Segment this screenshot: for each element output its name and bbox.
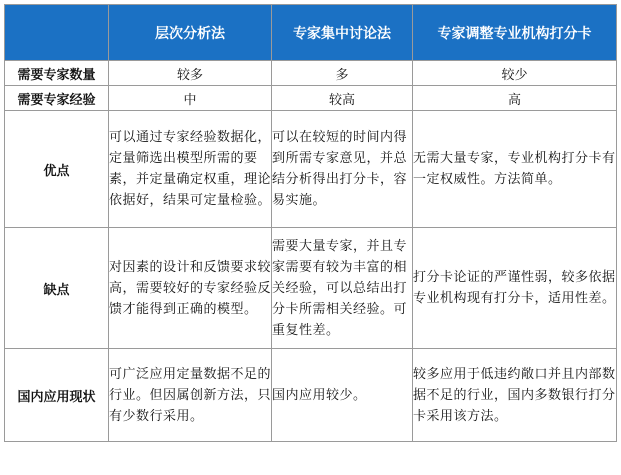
row-disadvantages <box>5 228 617 349</box>
cell-agency-scorecard: 无需大量专家，专业机构打分卡有一定权威性。方法简单。 <box>413 111 617 228</box>
cell-agency-scorecard: 高 <box>413 86 617 111</box>
header-row <box>5 5 617 61</box>
cell-expert-discussion: 可以在较短的时间内得到所需专家意见，并总结分析得出打分卡，容易实施。 <box>272 111 413 228</box>
cell-expert-discussion: 多 <box>272 61 413 86</box>
header-expert-discussion: 专家集中讨论法 <box>272 5 413 61</box>
row-label: 国内应用现状 <box>5 349 109 442</box>
cell-expert-discussion: 需要大量专家，并且专家需要有较为丰富的相关经验，可以总结出打分卡所需相关经验。可重复性差。 <box>272 228 413 349</box>
cell-ahp: 可以通过专家经验数据化，定量筛选出模型所需的要素，并定量确定权重，理论依据好，结果可定量检验。 <box>109 111 272 228</box>
comparison-table <box>4 4 617 442</box>
row-expert-count <box>5 61 617 86</box>
header-corner-cell <box>5 5 109 61</box>
header-agency-scorecard: 专家调整专业机构打分卡 <box>413 5 617 61</box>
row-label: 需要专家数量 <box>5 61 109 86</box>
row-label: 缺点 <box>5 228 109 349</box>
cell-agency-scorecard: 打分卡论证的严谨性弱，较多依据专业机构现有打分卡，适用性差。 <box>413 228 617 349</box>
header-ahp: 层次分析法 <box>109 5 272 61</box>
row-expert-experience <box>5 86 617 111</box>
row-advantages <box>5 111 617 228</box>
cell-expert-discussion: 国内应用较少。 <box>272 349 413 442</box>
cell-expert-discussion: 较高 <box>272 86 413 111</box>
cell-ahp: 中 <box>109 86 272 111</box>
row-domestic-status <box>5 349 617 442</box>
cell-agency-scorecard: 较少 <box>413 61 617 86</box>
row-label: 需要专家经验 <box>5 86 109 111</box>
row-label: 优点 <box>5 111 109 228</box>
cell-ahp: 对因素的设计和反馈要求较高，需要较好的专家经验反馈才能得到正确的模型。 <box>109 228 272 349</box>
cell-ahp: 可广泛应用定量数据不足的行业。但因属创新方法，只有少数行采用。 <box>109 349 272 442</box>
cell-ahp: 较多 <box>109 61 272 86</box>
cell-agency-scorecard: 较多应用于低违约敞口并且内部数据不足的行业，国内多数银行打分卡采用该方法。 <box>413 349 617 442</box>
